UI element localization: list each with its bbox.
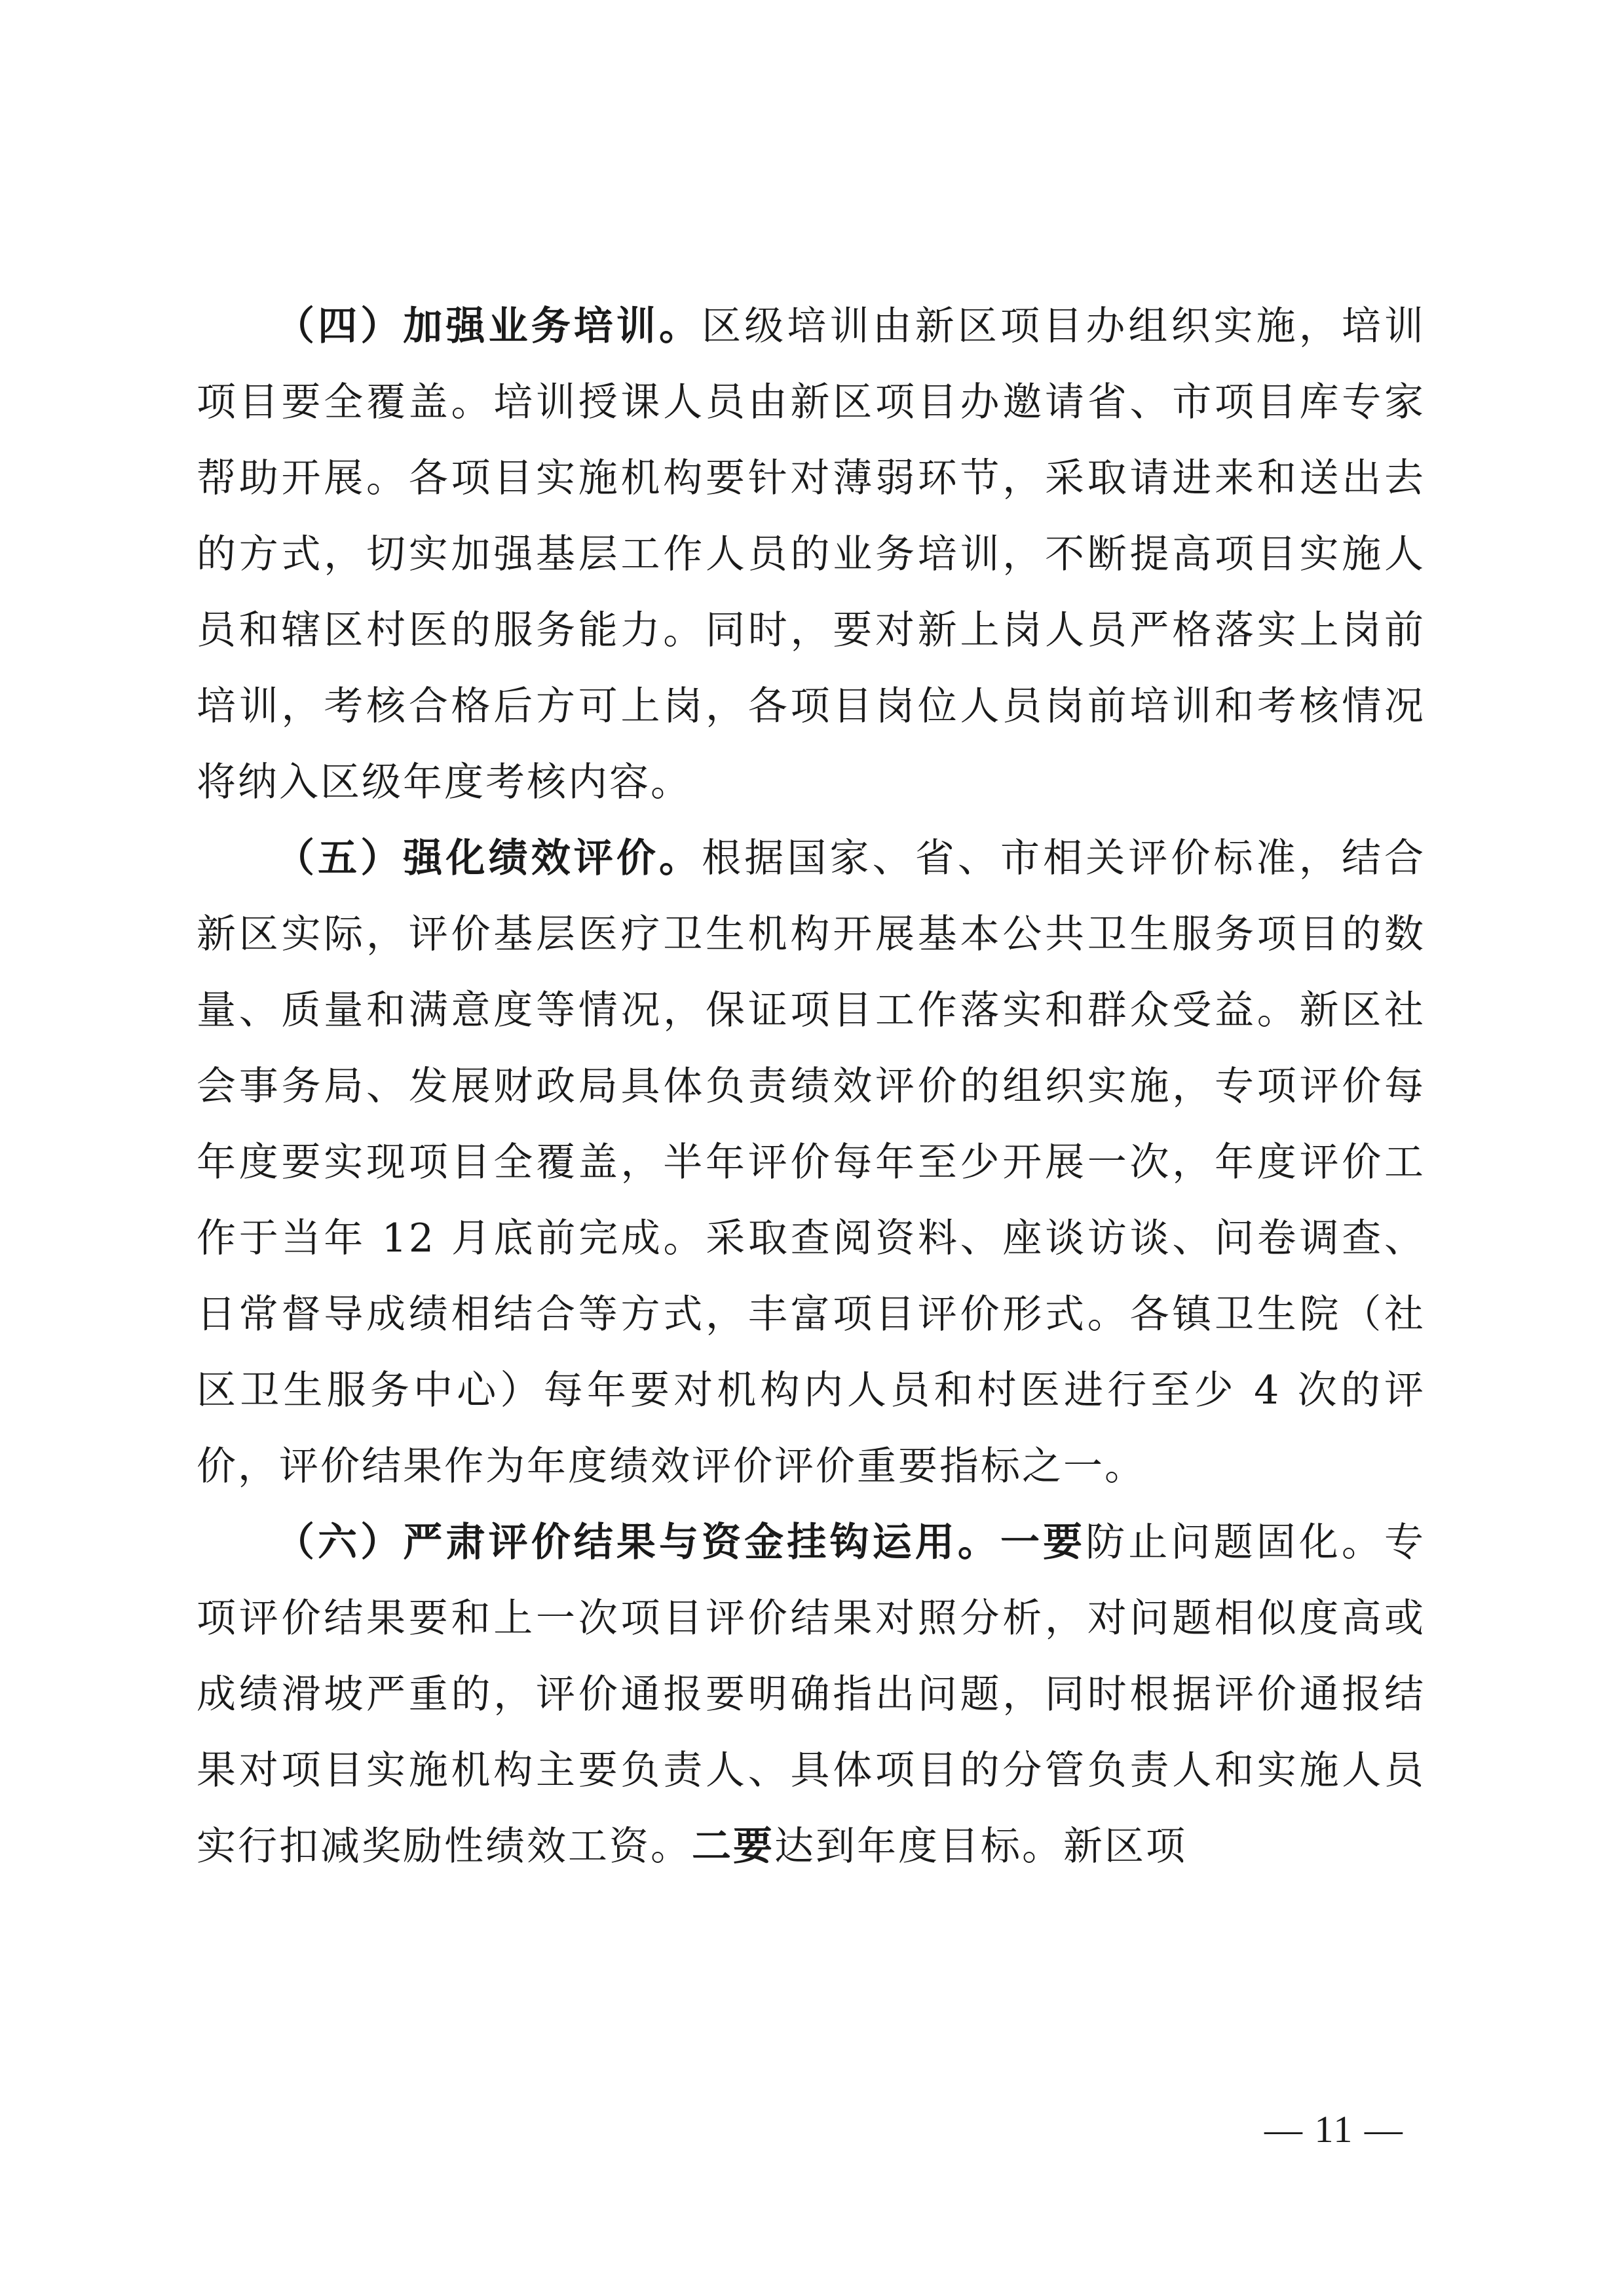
keyword-second: 二要 <box>692 1824 774 1869</box>
paragraph-body: 防止问题固化。专项评价结果要和上一次项目评价结果对照分析，对问题相似度高或成绩滑坡严重的，评价通报要明确指出问题，同时根据评价通报结果对项目实施机构主要负责人、具体项目的分管负责人和实施人员实行扣减奖励性绩效工资。 <box>197 1520 1426 1869</box>
paragraph-body: 区级培训由新区项目办组织实施，培训项目要全覆盖。培训授课人员由新区项目办邀请省、市项目库专家帮助开展。各项目实施机构要针对薄弱环节，采取请进来和送出去的方式，切实加强基层工作人员的业务培训，不断提高项目实施人员和辖区村医的服务能力。同时，要对新上岗人员严格落实上岗前培训，考核合格后方可上岗，各项目岗位人员岗前培训和考核情况将纳入区级年度考核内容。 <box>197 303 1426 805</box>
paragraph-body-continued: 达到年度目标。新区项 <box>774 1824 1187 1869</box>
body-text <box>197 288 1426 1885</box>
paragraph-strengthen-training <box>197 288 1426 820</box>
paragraph-heading: （五）强化绩效评价。 <box>275 835 702 881</box>
paragraph-body: 根据国家、省、市相关评价标准，结合新区实际，评价基层医疗卫生机构开展基本公共卫生服务项目的数量、质量和满意度等情况，保证项目工作落实和群众受益。新区社会事务局、发展财政局具体负责绩效评价的组织实施，专项评价每年度要实现项目全覆盖，半年评价每年至少开展一次，年度评价工作于当年 12 月底前完成。采取查阅资料、座谈访谈、问卷调查、日常督导成绩相结合等方式，丰富项目评价形式。各镇卫生院（社区卫生服务中心）每年要对机构内人员和村医进行至少 4 次的评价，评价结果作为年度绩效评价评价重要指标之一。 <box>197 835 1426 1489</box>
paragraph-performance-evaluation <box>197 820 1426 1504</box>
keyword-first: 一要 <box>1000 1520 1086 1565</box>
page-number: — 11 — <box>1264 2108 1404 2151</box>
paragraph-evaluation-results-funding <box>197 1504 1426 1885</box>
paragraph-heading: （六）严肃评价结果与资金挂钩运用。 <box>275 1520 1000 1565</box>
paragraph-heading: （四）加强业务培训。 <box>275 303 702 349</box>
